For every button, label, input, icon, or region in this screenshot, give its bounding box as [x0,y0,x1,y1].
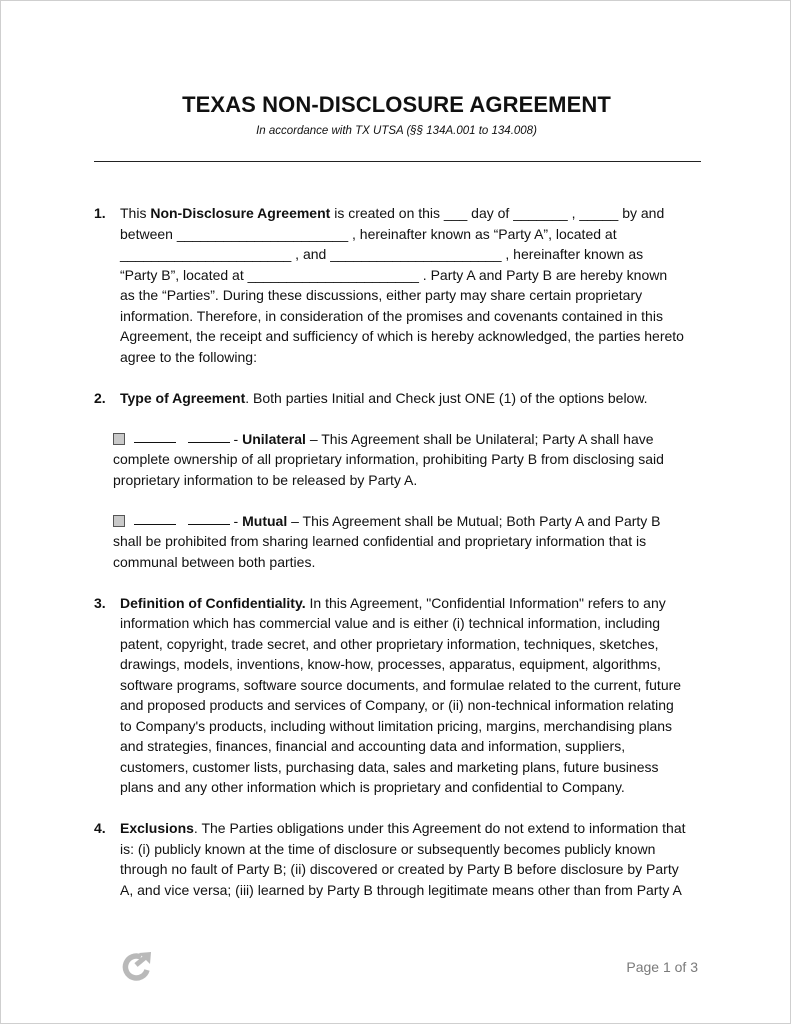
refresh-arrow-logo-icon [120,950,156,984]
section-line: plans and any other information which is proprietary and confidential to Company. [120,779,625,795]
page-number: Page 1 of 3 [626,959,698,975]
section-2 [94,388,701,409]
section-line: ______________________ , and ______________________ , hereinafter known as [120,246,644,262]
section-line: software programs, software source documents, and formulae related to the current, future [120,676,682,693]
section-line: between ______________________ , hereinafter known as “Party A”, located at [120,225,617,242]
section-line: proprietary information to be released by Party A. [113,471,418,488]
section-number: 4. [94,820,106,836]
section-line: Exclusions. The Parties obligations under this Agreement do not extend to information that [120,820,686,836]
section-heading: Definition of Confidentiality. [120,594,306,611]
section-line: information. Therefore, in consideration of the promises and covenants contained in this [120,307,663,324]
party-b-initial-field[interactable] [188,524,230,525]
section-line: “Party B”, located at ______________________ . Party A and Party B are hereby known [120,266,668,283]
section-line: and proposed products and services of Company, or (ii) non-technical information relating [120,697,674,713]
section-3 [94,593,701,798]
option-label: Unilateral [242,430,306,447]
section-line: - Mutual – This Agreement shall be Mutual; Both Party A and Party B [113,511,701,532]
section-line: information which has commercial value and is either (i) technical information, including [120,615,661,631]
section-line: shall be prohibited from sharing learned confidential and proprietary information that is [113,533,647,549]
section-line: and strategies, finances, financial and accounting data and information, suppliers, [120,738,626,754]
section-line: - Unilateral – This Agreement shall be Unilateral; Party A shall have [113,429,701,450]
section-line: Agreement, the receipt and sufficiency of which is hereby acknowledged, the parties hereto [120,328,684,344]
party-a-initial-field[interactable] [134,524,176,525]
section-line: Definition of Confidentiality. In this Agreement, "Confidential Information" refers to any [120,594,666,611]
section-content [120,388,701,409]
section-4 [94,818,701,900]
document-subtitle: In accordance with TX UTSA (§§ 134A.001 to 134.008) [256,125,537,137]
header-divider [94,161,701,162]
section-content [120,593,701,798]
mutual-checkbox[interactable] [113,515,125,527]
section-line: to Company's products, including without limitation pricing, margins, merchandising plans [120,717,673,734]
section-1 [94,203,701,367]
document-body [94,203,701,900]
section-line: as the “Parties”. During these discussions, either party may share certain proprietary [120,287,643,303]
section-line: customers, customer lists, purchasing data, sales and marketing plans, future business [120,758,659,775]
section-line: A, and vice versa; (iii) learned by Party B through legitimate means other than from Party A [120,881,682,898]
section-number: 3. [94,594,106,611]
section-number: 1. [94,205,106,221]
section-line: drawings, models, inventions, know-how, processes, apparatus, equipment, algorithms, [120,656,661,672]
party-b-initial-field[interactable] [188,442,230,443]
section-number: 2. [94,389,106,406]
section-line: This Non-Disclosure Agreement is created on this ___ day of _______ , _____ by and [120,205,665,221]
section-heading: Non-Disclosure Agreement [150,205,331,221]
section-content [120,203,701,367]
section-line: agree to the following: [120,348,257,365]
section-line: patent, copyright, trade secret, and other proprietary information, techniques, sketches, [120,635,659,652]
party-a-initial-field[interactable] [134,442,176,443]
option-mutual [113,511,701,573]
option-unilateral [113,429,701,491]
section-line: complete ownership of all proprietary information, prohibiting Party B from disclosing said [113,451,664,467]
option-label: Mutual [242,512,288,529]
section-line: through no fault of Party B; (ii) discovered or created by Party B before disclosure by Party [120,861,679,877]
section-content [120,818,701,900]
section-heading: Type of Agreement [120,389,246,406]
unilateral-checkbox[interactable] [113,433,125,445]
section-line: communal between both parties. [113,553,316,570]
section-line: is: (i) publicly known at the time of disclosure or subsequently becomes publicly known [120,840,656,857]
section-line: Type of Agreement. Both parties Initial and Check just ONE (1) of the options below. [120,389,648,406]
section-heading: Exclusions [120,820,194,836]
document-title: TEXAS NON-DISCLOSURE AGREEMENT [182,92,611,117]
